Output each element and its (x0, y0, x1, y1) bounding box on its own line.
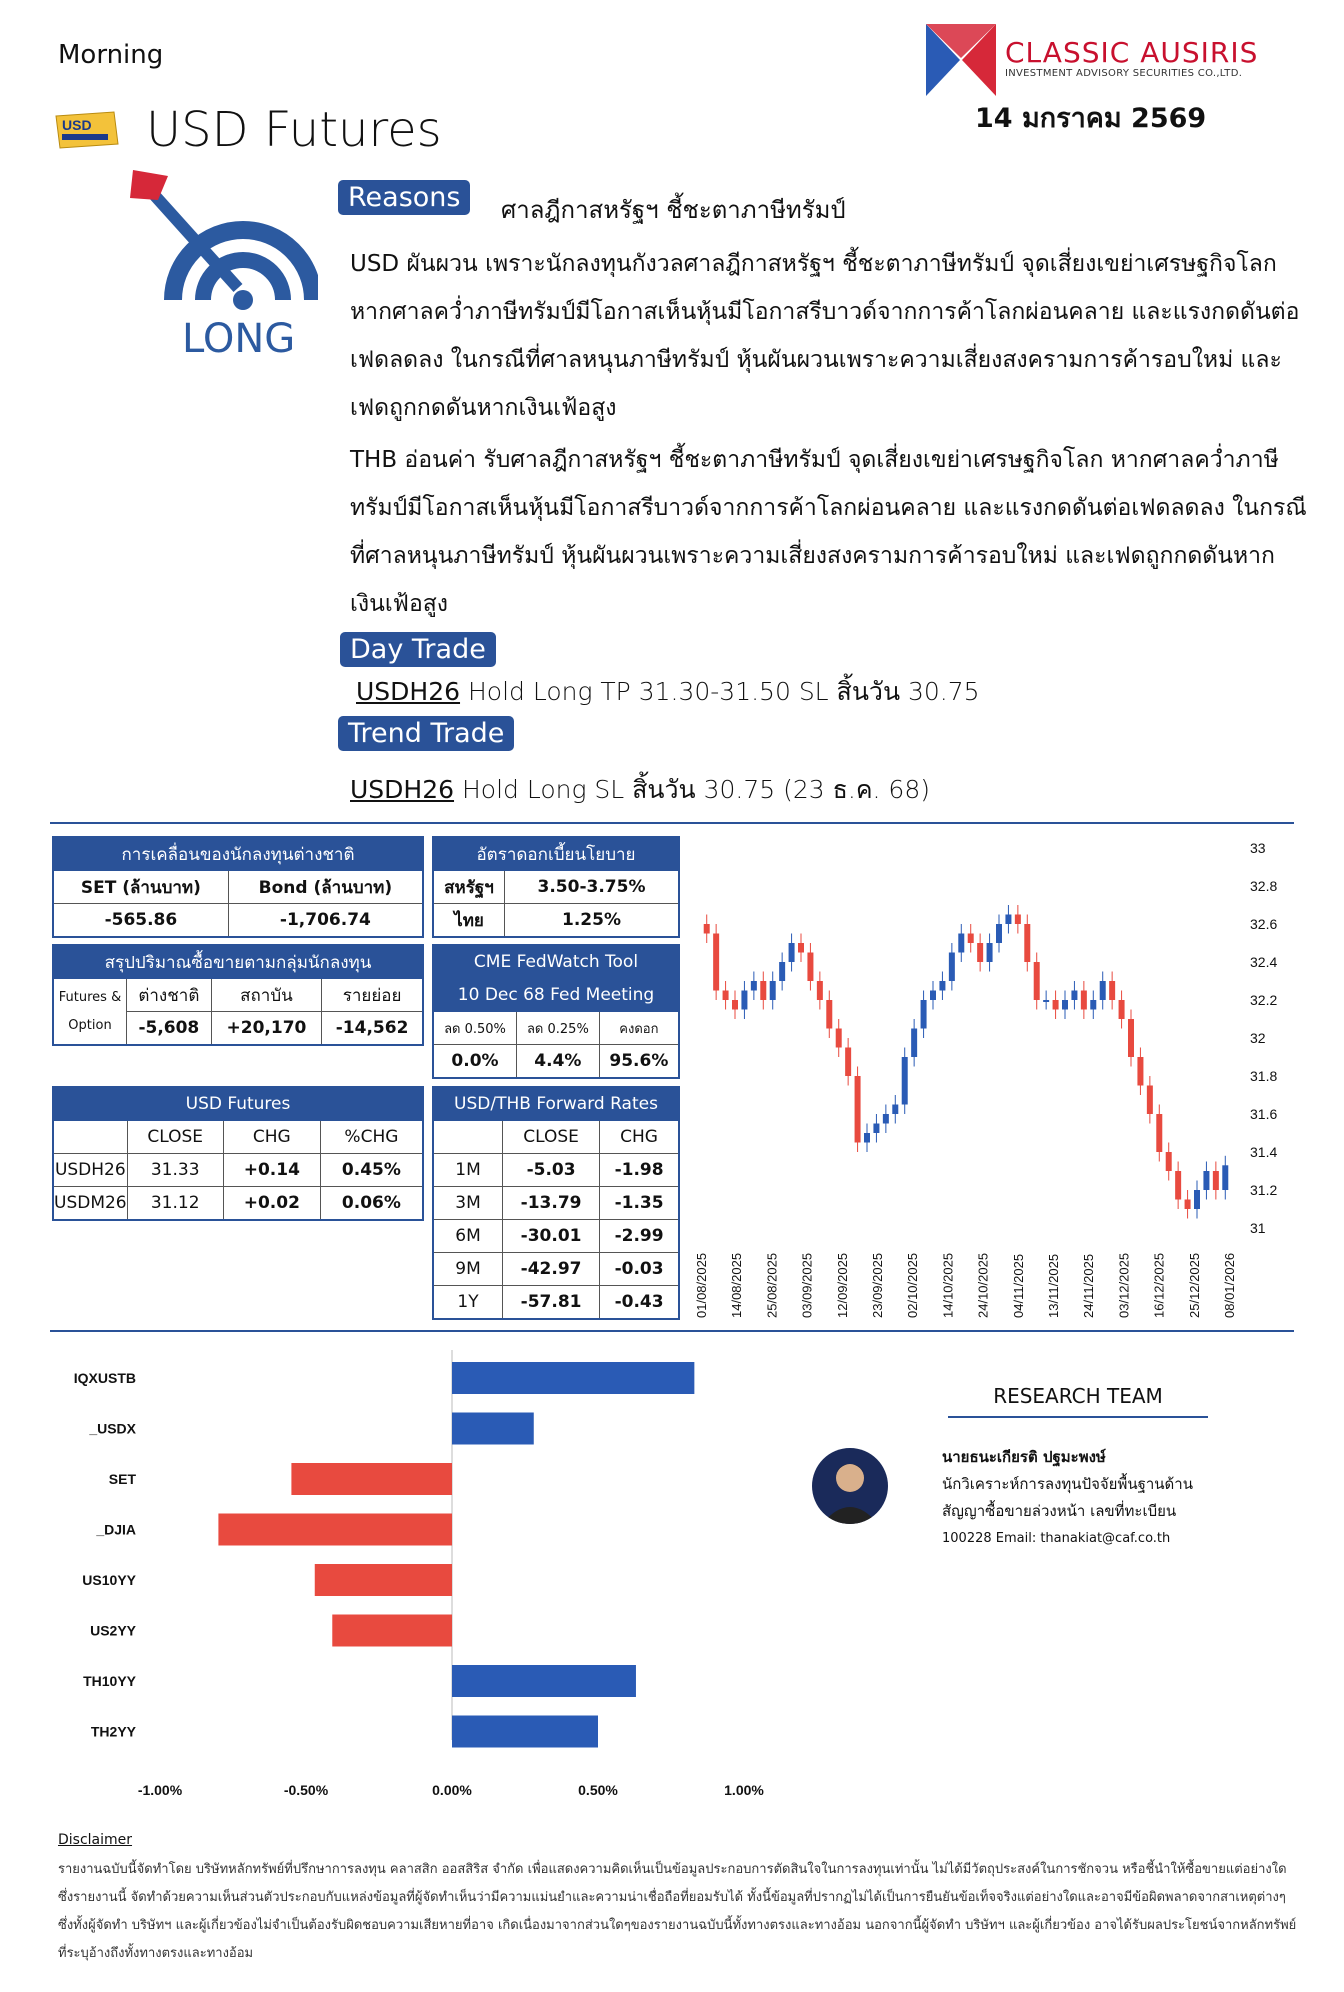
futures-symbol: USDM26 (53, 1187, 127, 1221)
fedwatch-cut25-value: 4.4% (516, 1045, 599, 1079)
position-label: LONG (182, 316, 296, 362)
x-tick-label: 13/11/2025 (1046, 1253, 1061, 1318)
forward-close: -30.01 (503, 1220, 600, 1253)
day-trade-line (356, 672, 980, 712)
category-label: SET (108, 1471, 136, 1487)
volume-table (52, 944, 424, 1046)
futures-symbol: USDH26 (53, 1154, 127, 1187)
candle-body (1147, 1086, 1153, 1115)
day-trade-tag: Day Trade (340, 632, 496, 667)
forward-close: -42.97 (503, 1253, 600, 1286)
policy-rate-table (432, 836, 680, 938)
foreign-set-header: SET (ล้านบาท) (53, 871, 228, 904)
table-row (433, 1154, 679, 1187)
policy-th-label: ไทย (433, 904, 505, 938)
research-team-title: RESEARCH TEAM (993, 1384, 1163, 1408)
x-tick-label: -1.00% (137, 1782, 183, 1798)
reason-usd: USD ผันผวน เพราะนักลงทุนกังวลศาลฎีกาสหรัฐฯ ชี้ชะตาภาษีทรัมป์ จุดเสี่ยงเขย่าเศรษฐกิจโลก หากศาลคว่ำภาษีทรัมป์มีโอกาสเห็นหุ้นมีโอกาสรีบาวด์จากการค้าโลกผ่อนคลาย และแรงกดดันต่อเฟดลดลง ในกรณีที่ศาลหนุนภาษีทรัมป์ หุ้นผันผวนเพราะความเสี่ยงสงครามการค้ารอบใหม่ และเฟดถูกกดดันหากเงินเฟ้อสูง (350, 251, 1300, 421)
volume-institution-value: +20,170 (211, 1012, 321, 1046)
x-tick-label: 14/10/2025 (940, 1252, 956, 1318)
trend-trade-tag: Trend Trade (338, 716, 514, 751)
category-label: _USDX (89, 1420, 136, 1437)
x-tick-label: 24/10/2025 (975, 1252, 991, 1318)
y-tick-label: 32.4 (1250, 954, 1278, 970)
futures-close: 31.33 (127, 1154, 223, 1187)
fedwatch-cut50-header: ลด 0.50% (433, 1012, 516, 1045)
forward-close: -57.81 (503, 1286, 600, 1320)
candle-body (1156, 1114, 1162, 1152)
candle-body (1109, 981, 1115, 1000)
forward-tenor: 1M (433, 1154, 503, 1187)
x-tick-label: 04/11/2025 (1010, 1253, 1026, 1318)
fedwatch-hold-value: 95.6% (599, 1045, 679, 1079)
forward-chg: -1.98 (600, 1154, 679, 1187)
candle-body (760, 981, 766, 1000)
bar (452, 1413, 534, 1445)
candle-body (704, 924, 710, 934)
table-row (433, 1220, 679, 1253)
foreign-flow-table (52, 836, 424, 938)
futures-chg: +0.14 (223, 1154, 320, 1187)
volume-retail-header: รายย่อย (322, 979, 423, 1012)
futures-pct: 0.45% (320, 1154, 423, 1187)
forward-blank-header (433, 1121, 503, 1154)
x-tick-label: 03/12/2025 (1116, 1252, 1132, 1318)
page-title: USD Futures (146, 102, 442, 158)
candle-body (741, 991, 747, 1010)
candle-body (996, 924, 1002, 943)
candle-body (779, 962, 785, 981)
candle-body (958, 934, 964, 953)
trend-trade-symbol: USDH26 (350, 775, 455, 804)
candle-body (892, 1105, 898, 1115)
bar (218, 1514, 452, 1546)
candle-body (1194, 1190, 1200, 1209)
candle-body (1053, 1000, 1059, 1010)
futures-chg-header: CHG (223, 1121, 320, 1154)
category-label: US10YY (82, 1572, 136, 1588)
y-tick-label: 32.8 (1250, 878, 1278, 894)
x-tick-label: 0.00% (432, 1782, 472, 1798)
candle-body (1024, 924, 1030, 962)
category-label: _DJIA (96, 1521, 136, 1538)
bar (452, 1665, 636, 1697)
usd-futures-logo (52, 108, 122, 152)
candle-body (1034, 962, 1040, 1000)
volume-institution-header: สถาบัน (211, 979, 321, 1012)
candle-body (1071, 991, 1077, 1001)
candle-body (1185, 1200, 1191, 1210)
volume-row-label-1: Futures & (58, 989, 122, 1005)
fedwatch-meeting: 10 Dec 68 Fed Meeting (433, 979, 679, 1012)
candle-body (1137, 1057, 1143, 1086)
fedwatch-title: CME FedWatch Tool (433, 945, 679, 979)
futures-pct: 0.06% (320, 1187, 423, 1221)
candle-body (1128, 1019, 1134, 1057)
fedwatch-cut25-header: ลด 0.25% (516, 1012, 599, 1045)
trend-trade-text: Hold Long SL สิ้นวัน 30.75 (23 ธ.ค. 68) (454, 775, 930, 804)
candle-body (1005, 915, 1011, 925)
day-trade-symbol: USDH26 (356, 677, 461, 706)
table-row (433, 1187, 679, 1220)
volume-foreign-value: -5,608 (127, 1012, 212, 1046)
x-tick-label: 08/01/2026 (1222, 1252, 1237, 1318)
analyst-info (942, 1444, 1193, 1552)
volume-retail-value: -14,562 (322, 1012, 423, 1046)
candle-body (1119, 1000, 1125, 1019)
candle-body (1203, 1171, 1209, 1190)
fedwatch-cut50-value: 0.0% (433, 1045, 516, 1079)
volume-row-label (53, 979, 127, 1046)
candle-body (723, 991, 729, 1001)
candle-body (1081, 991, 1087, 1010)
divider-top (50, 822, 1294, 824)
x-tick-label: 14/08/2025 (729, 1252, 745, 1318)
policy-th-value: 1.25% (505, 904, 680, 938)
candle-body (902, 1057, 908, 1105)
candle-body (939, 981, 945, 991)
futures-chg: +0.02 (223, 1187, 320, 1221)
forward-close: -5.03 (503, 1154, 600, 1187)
candle-body (855, 1076, 861, 1143)
candle-body (864, 1133, 870, 1143)
fedwatch-table (432, 944, 680, 1079)
bar (452, 1362, 694, 1394)
forward-chg: -0.43 (600, 1286, 679, 1320)
x-tick-label: 01/08/2025 (694, 1252, 709, 1318)
y-tick-label: 31.8 (1250, 1068, 1278, 1084)
y-tick-label: 32.2 (1250, 992, 1278, 1008)
bar (291, 1463, 452, 1495)
y-tick-label: 31.4 (1250, 1144, 1278, 1160)
candle-body (789, 943, 795, 962)
futures-blank-header (53, 1121, 127, 1154)
table-row (53, 1187, 423, 1221)
fedwatch-hold-header: คงดอก (599, 1012, 679, 1045)
forward-chg: -2.99 (600, 1220, 679, 1253)
category-label: IQXUSTB (73, 1370, 136, 1386)
usd-futures-table (52, 1086, 424, 1221)
policy-us-value: 3.50-3.75% (505, 871, 680, 904)
forward-chg-header: CHG (600, 1121, 679, 1154)
volume-foreign-header: ต่างชาติ (127, 979, 212, 1012)
x-tick-label: -0.50% (283, 1782, 329, 1798)
disclaimer-title: Disclaimer (58, 1832, 133, 1848)
foreign-set-value: -565.86 (53, 904, 228, 938)
candle-body (1175, 1171, 1181, 1200)
target-icon (128, 170, 318, 310)
y-tick-label: 32.6 (1250, 916, 1278, 932)
y-tick-label: 31.6 (1250, 1106, 1278, 1122)
candle-body (826, 1000, 832, 1029)
candle-body (1090, 1000, 1096, 1010)
market-change-bar-chart (50, 1350, 770, 1820)
policy-us-label: สหรัฐฯ (433, 871, 505, 904)
candle-body (1222, 1165, 1228, 1190)
forward-tenor: 9M (433, 1253, 503, 1286)
candle-body (732, 1000, 738, 1010)
analyst-name: นายธนะเกียรติ ปฐมะพงษ์ (942, 1448, 1106, 1466)
futures-close: 31.12 (127, 1187, 223, 1221)
brand-subtitle: INVESTMENT ADVISORY SECURITIES CO.,LTD. (1005, 68, 1243, 79)
forward-title: USD/THB Forward Rates (433, 1087, 679, 1121)
edition-label: Morning (58, 40, 164, 70)
candle-body (1166, 1152, 1172, 1171)
candle-body (911, 1029, 917, 1058)
candle-body (836, 1029, 842, 1048)
svg-text:USD: USD (62, 117, 92, 133)
table-row (53, 1154, 423, 1187)
candle-body (1062, 1000, 1068, 1010)
candle-body (1100, 981, 1106, 1000)
foreign-bond-header: Bond (ล้านบาท) (228, 871, 423, 904)
x-tick-label: 24/11/2025 (1081, 1253, 1097, 1318)
candle-body (845, 1048, 851, 1077)
analyst-contact: 100228 Email: thanakiat@caf.co.th (942, 1531, 1171, 1546)
candle-body (968, 934, 974, 944)
category-label: US2YY (90, 1622, 136, 1639)
candle-body (930, 991, 936, 1001)
candle-body (817, 981, 823, 1000)
policy-rate-title: อัตราดอกเบี้ยนโยบาย (433, 837, 679, 871)
x-tick-label: 25/12/2025 (1186, 1252, 1202, 1318)
candle-body (1015, 915, 1021, 925)
x-tick-label: 25/08/2025 (764, 1252, 780, 1318)
candle-body (949, 953, 955, 982)
research-team-underline (948, 1416, 1208, 1418)
volume-title: สรุปปริมาณซื้อขายตามกลุ่มนักลงทุน (53, 945, 423, 979)
trend-trade-line (350, 770, 930, 810)
divider-middle (50, 1330, 1294, 1332)
candle-body (987, 943, 993, 962)
forward-tenor: 3M (433, 1187, 503, 1220)
x-tick-label: 12/09/2025 (834, 1252, 850, 1318)
candle-body (977, 943, 983, 962)
brand-name: CLASSIC AUSIRIS (1005, 36, 1259, 69)
table-row (433, 1286, 679, 1320)
candle-body (751, 981, 757, 991)
candle-body (873, 1124, 879, 1134)
candle-body (921, 1000, 927, 1029)
y-tick-label: 31.2 (1250, 1182, 1278, 1198)
candle-body (807, 953, 813, 982)
forward-close-header: CLOSE (503, 1121, 600, 1154)
x-tick-label: 0.50% (578, 1782, 618, 1798)
forward-close: -13.79 (503, 1187, 600, 1220)
foreign-flow-title: การเคลื่อนของนักลงทุนต่างชาติ (53, 837, 423, 871)
y-tick-label: 33 (1250, 840, 1266, 856)
forward-chg: -0.03 (600, 1253, 679, 1286)
forward-chg: -1.35 (600, 1187, 679, 1220)
candle-body (1213, 1171, 1219, 1190)
foreign-bond-value: -1,706.74 (228, 904, 423, 938)
y-tick-label: 31 (1250, 1220, 1266, 1236)
analyst-role-2: สัญญาซื้อขายล่วงหน้า เลขที่ทะเบียน (942, 1502, 1177, 1520)
candle-body (883, 1114, 889, 1124)
bar (315, 1564, 452, 1596)
table-row (433, 1253, 679, 1286)
reason-thb: THB อ่อนค่า รับศาลฎีกาสหรัฐฯ ชี้ชะตาภาษีทรัมป์ จุดเสี่ยงเขย่าเศรษฐกิจโลก หากศาลคว่ำภาษีทรัมป์มีโอกาสเห็นหุ้นมีโอกาสรีบาวด์จากการค้าโลกผ่อนคลาย และแรงกดดันต่อเฟดลดลง ในกรณีที่ศาลหนุนภาษีทรัมป์ หุ้นผันผวนเพราะความเสี่ยงสงครามการค้ารอบใหม่ และเฟดถูกกดดันหากเงินเฟ้อสูง (350, 447, 1307, 617)
futures-pct-header: %CHG (320, 1121, 423, 1154)
x-tick-label: 1.00% (724, 1782, 764, 1798)
y-tick-label: 32 (1250, 1030, 1266, 1046)
bar (452, 1716, 598, 1748)
usd-futures-title: USD Futures (53, 1087, 423, 1121)
x-tick-label: 03/09/2025 (799, 1252, 815, 1318)
bar (332, 1615, 452, 1647)
category-label: TH2YY (90, 1723, 136, 1740)
x-tick-label: 02/10/2025 (905, 1252, 921, 1318)
forward-rates-table (432, 1086, 680, 1320)
reasons-tag: Reasons (338, 180, 470, 215)
forward-tenor: 1Y (433, 1286, 503, 1320)
report-date: 14 มกราคม 2569 (975, 103, 1207, 134)
x-tick-label: 16/12/2025 (1151, 1252, 1167, 1318)
usd-futures-candlestick-chart (690, 836, 1300, 1326)
candle-body (1043, 1000, 1049, 1002)
disclaimer-text: รายงานฉบับนี้จัดทำโดย บริษัทหลักทรัพย์ที่ปรึกษาการลงทุน คลาสสิก ออสสิริส จำกัด เพื่อแสดงความคิดเห็นเป็นข้อมูลประกอบการตัดสินใจในการลงทุนเท่านั้น ไม่ได้มีวัตถุประสงค์ในการชักจวน หรือชี้นำให้ซื้อขายแต่อย่างใด ซึ่งรายงานนี้ จัดทำด้วยความเห็นส่วนตัวประกอบกับแหล่งข้อมูลที่ผู้จัดทำเห็นว่ามีความแม่นยำและความน่าเชื่อถือที่ยอมรับได้ ทั้งนี้ข้อมูลที่ปรากฏไม่ได้เป็นการยืนยันข้อเท็จจริงแต่อย่างใดและอาจมีข้อผิดพลาดจากสาเหตุต่างๆ ซึ่งทั้งผู้จัดทำ บริษัทฯ และผู้เกี่ยวข้องไม่จำเป็นต้องรับผิดชอบความเสียหายที่อาจ เกิดเนื่องมาจากส่วนใดๆของรายงานฉบับนี้ทั้งทางตรงและทางอ้อม นอกจากนี้ผู้จัดทำ บริษัทฯ และผู้เกี่ยวข้อง อาจได้รับผลประโยชน์จากหลักทรัพย์ที่ระบุอ้างถึงทั้งทางตรงและทางอ้อม (58, 1862, 1297, 1961)
candle-body (713, 934, 719, 991)
candle-body (770, 981, 776, 1000)
company-logo (926, 24, 996, 96)
analyst-avatar (812, 1448, 888, 1524)
analyst-role-1: นักวิเคราะห์การลงทุนปัจจัยพื้นฐานด้าน (942, 1475, 1193, 1493)
candle-body (798, 943, 804, 953)
volume-row-label-2: Option (68, 1017, 112, 1033)
day-trade-text: Hold Long TP 31.30-31.50 SL สิ้นวัน 30.75 (460, 677, 980, 706)
futures-close-header: CLOSE (127, 1121, 223, 1154)
category-label: TH10YY (83, 1673, 136, 1689)
reasons-headline: ศาลฎีกาสหรัฐฯ ชี้ชะตาภาษีทรัมป์ (501, 196, 846, 224)
forward-tenor: 6M (433, 1220, 503, 1253)
x-tick-label: 23/09/2025 (870, 1252, 885, 1318)
